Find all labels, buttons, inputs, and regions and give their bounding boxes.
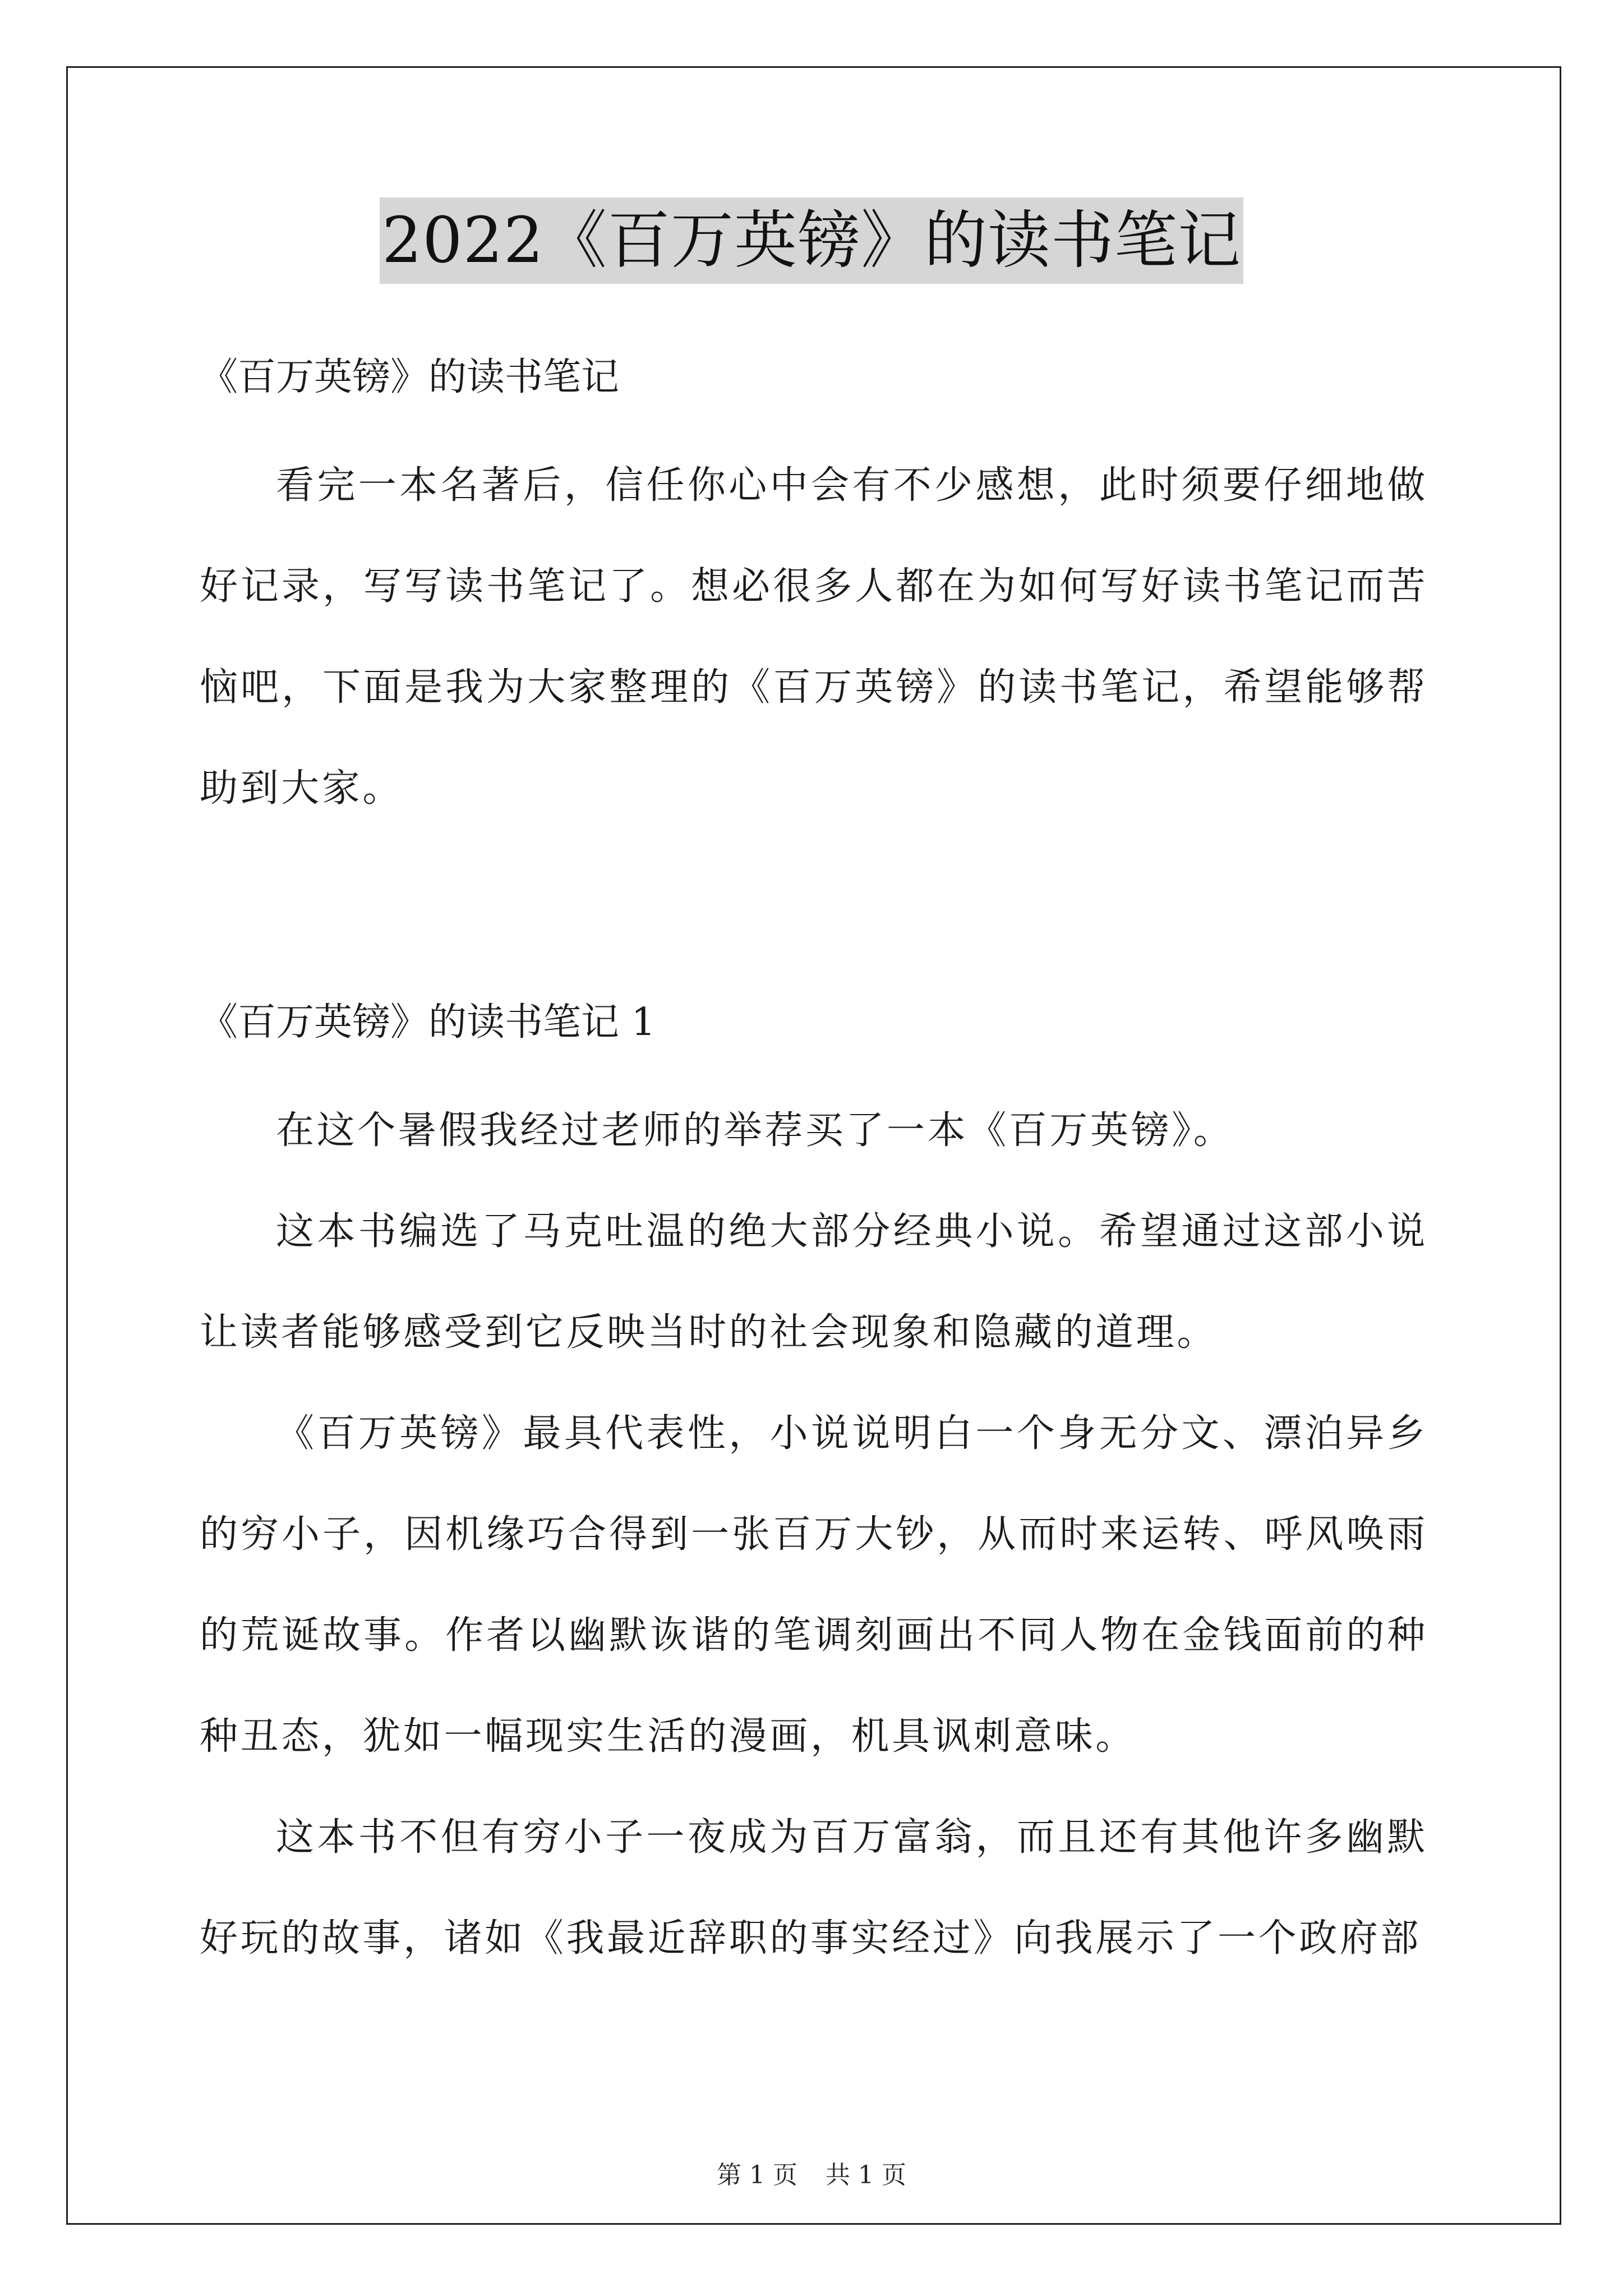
body-paragraph-4: 这本书不但有穷小子一夜成为百万富翁，而且还有其他许多幽默好玩的故事，诸如《我最近辞职的事实经过》向我展示了一个政府部 (200, 1815, 1428, 1961)
intro-heading: 《百万英镑》的读书笔记 (200, 355, 620, 399)
body-paragraph-3: 《百万英镑》最具代表性，小说说明白一个身无分文、漂泊异乡的穷小子，因机缘巧合得到一张百万大钞，从而时来运转、呼风唤雨的荒诞故事。作者以幽默诙谐的笔调刻画出不同人物在金钱面前的种种丑态，犹如一幅现实生活的漫画，机具讽刺意味。 (200, 1411, 1428, 1759)
body-paragraph-1: 在这个暑假我经过老师的举荐买了一本《百万英镑》。 (276, 1108, 1234, 1153)
body-paragraph-2: 这本书编选了马克吐温的绝大部分经典小说。希望通过这部小说让读者能够感受到它反映当时的社会现象和隐藏的道理。 (200, 1209, 1428, 1355)
page-footer (0, 2159, 1623, 2192)
page-total: 共 1 页 (826, 2161, 906, 2189)
document-title: 2022《百万英镑》的读书笔记 (380, 197, 1243, 284)
intro-paragraph: 看完一本名著后，信任你心中会有不少感想，此时须要仔细地做好记录，写写读书笔记了。想必很多人都在为如何写好读书笔记而苦恼吧，下面是我为大家整理的《百万英镑》的读书笔记，希望能够帮助到大家。 (200, 463, 1428, 811)
title-container (0, 197, 1623, 284)
page-number: 第 1 页 (717, 2161, 797, 2189)
section-heading: 《百万英镑》的读书笔记 1 (200, 1000, 656, 1045)
